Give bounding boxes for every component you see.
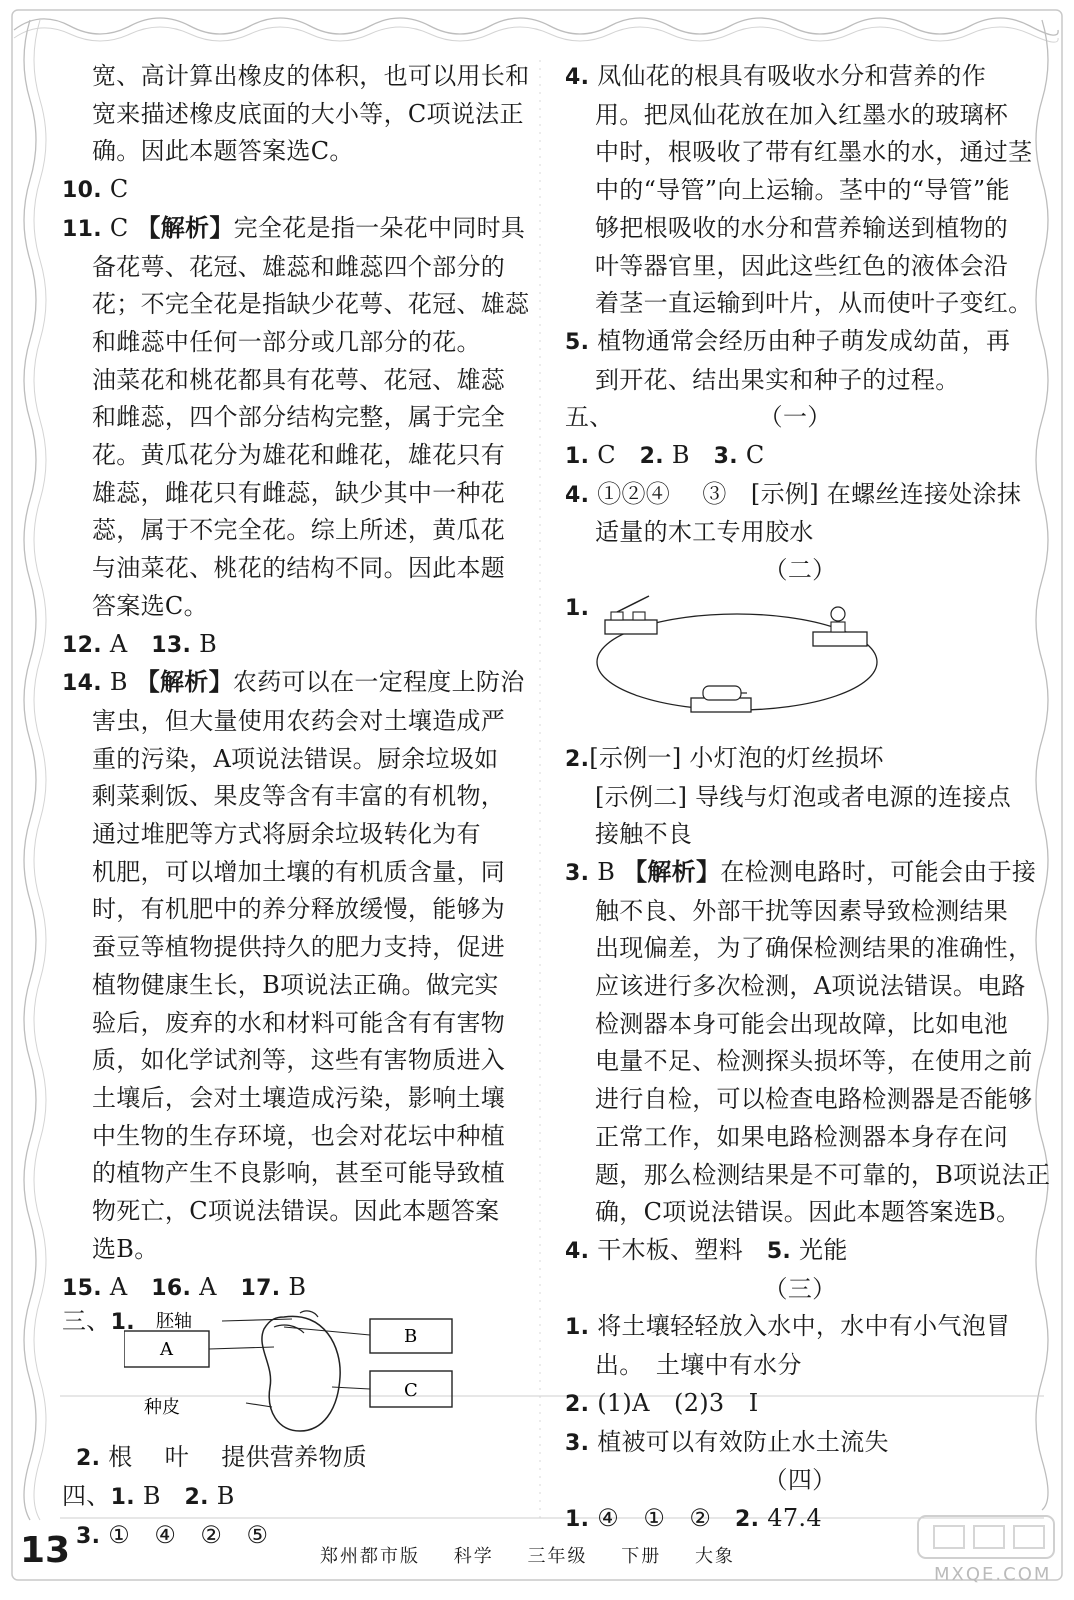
- watermark-text: MXQE.COM: [934, 1564, 1052, 1585]
- part1-q4: 4. ①②④ ③ [示例] 在螺丝连接处涂抹: [565, 479, 1022, 508]
- footer-grade: 三年级: [527, 1546, 588, 1567]
- part4-heading: （四）: [763, 1466, 837, 1495]
- part2-q4-q5: 4. 干木板、塑料 5. 光能: [565, 1235, 848, 1264]
- analysis-tag: 【解析】: [623, 857, 721, 886]
- part2-heading: （二）: [763, 556, 837, 585]
- part2-q3: 3. B 【解析】在检测电路时，可能会由于接: [565, 857, 1037, 886]
- answer-10: 10. C: [62, 175, 129, 204]
- seed-coat-label: 种皮: [144, 1397, 180, 1419]
- part1-q1-3: 1. C 2. B 3. C: [565, 441, 765, 470]
- part3-heading: （三）: [763, 1274, 837, 1303]
- part3-q1: 1. 将土壤轻轻放入水中，水中有小气泡冒: [565, 1312, 1011, 1341]
- analysis-tag: 【解析】: [135, 668, 233, 697]
- section-3-q1: [62, 1307, 520, 1437]
- analysis-tag: 【解析】: [136, 213, 234, 242]
- part3-q3: 3. 植被可以有效防止水土流失: [565, 1427, 889, 1456]
- section-5-heading: 五、 （一）: [565, 403, 832, 432]
- section-3-heading: 三、1.: [62, 1307, 135, 1336]
- answer-11: 11. C 【解析】完全花是指一朵花中同时具: [62, 213, 526, 242]
- bulb-icon: [813, 607, 867, 646]
- axis-label: 胚轴: [156, 1311, 192, 1333]
- answer-r5: 5. 植物通常会经历由种子萌发成幼苗，再: [565, 326, 1011, 355]
- continued-line: 宽来描述橡皮底面的大小等，C项说法正: [92, 99, 524, 128]
- part2-q2: 2.[示例一] 小灯泡的灯丝损坏: [565, 743, 884, 772]
- page-footer: [320, 1542, 761, 1568]
- answer-r4: 4. 凤仙花的根具有吸收水分和营养的作: [565, 62, 987, 90]
- continued-line: 确。因此本题答案选C。: [92, 137, 354, 166]
- answer-11-body: 备花萼、花冠、雄蕊和雌蕊四个部分的 花；不完全花是指缺少花萼、花冠、雄蕊 和雌蕊中任何一部分或几部分的花。 油菜花和桃花都具有花萼、花冠、雄蕊 和雌蕊，四个部分结构完整，属于完全 花。黄瓜花分为雄花和雌花，雄花只有 雄蕊，雌花只有雌蕊，缺少其中一种花 蕊，属于不完全花。综上所述，黄瓜花 与油菜花、桃花的结构不同。因此本题 答案选C。: [92, 252, 530, 620]
- switch-icon: [605, 596, 657, 634]
- box-b-label: B: [404, 1326, 418, 1348]
- answer-12-13: 12. A 13. B: [62, 629, 217, 658]
- part2-q3-body: 触不良、外部干扰等因素导致检测结果 出现偏差，为了确保检测结果的准确性， 应该进行多次检测，A项说法错误。电路 检测器本身可能会出现故障，比如电池 电量不足、检测探头损坏等，在使用之前 进行自检，可以检查电路检测器是否能够 正常工作，如果电路检测器本身存在问 题，那么检测结果是不可靠的，B项说法正 确，C项说法错误。因此本题答案选B。: [595, 896, 1051, 1227]
- part4-q1-q2: 1. ④ ① ② 2. 47.4: [565, 1503, 822, 1532]
- page-number: 13: [20, 1530, 71, 1571]
- footer-subject: 科学: [453, 1546, 494, 1567]
- part3-q2: 2. (1)A (2)3 I: [565, 1388, 759, 1417]
- box-c-label: C: [404, 1380, 418, 1402]
- section-3-q2: 2. 根 叶 提供营养物质: [76, 1443, 368, 1472]
- answer-14-body: 害虫，但大量使用农药会对土壤造成严 重的污染，A项说法错误。厨余垃圾如 剩菜剩饭、果皮等含有丰富的有机物， 通过堆肥等方式将厨余垃圾转化为有 机肥，可以增加土壤的有机质含量，同 时，有机肥中的养分释放缓慢，能够为 蚕豆等植物提供持久的肥力支持，促进 植物健康生长，B项说法正确。做完实 验后，废弃的水和材料可能含有有害物 质，如化学试剂等，这些有害物质进入 土壤后，会对土壤造成污染，影响土壤 中生物的生存环境，也会对花坛中种植 的植物产生不良影响，甚至可能导致植 物死亡，C项说法错误。因此本题答案 选B。: [92, 706, 506, 1263]
- box-a-label: A: [160, 1339, 173, 1361]
- footer-brand: 大象: [694, 1546, 735, 1567]
- part2-q1: 1.: [565, 590, 1035, 740]
- footer-volume: 下册: [621, 1546, 662, 1567]
- answer-15-17: 15. A 16. A 17. B: [62, 1272, 307, 1301]
- section-4-q3: 3. ① ④ ② ⑤: [76, 1520, 269, 1549]
- battery-icon: [691, 686, 751, 712]
- watermark-logo: [912, 1510, 1062, 1590]
- answer-14: 14. B 【解析】农药可以在一定程度上防治: [62, 668, 525, 697]
- footer-edition: 郑州都市版: [320, 1546, 420, 1567]
- seed-diagram: [124, 1307, 454, 1437]
- left-column: [62, 58, 530, 1555]
- circuit-diagram: [587, 590, 887, 740]
- continued-line: 宽、高计算出橡皮的体积，也可以用长和: [92, 62, 530, 90]
- section-4-q1-q2: 四、1. B 2. B: [62, 1481, 235, 1510]
- right-column: 4. 凤仙花的根具有吸收水分和营养的作 用。把凤仙花放在加入红墨水的玻璃杯 中时，根吸收了带有红墨水的水，通过茎 中的“导管”向上运输。茎中的“导管”能 够把根吸收的水分和营养输送到植物的 叶等器官里，因此这些红色的液体会沿 着茎一直运输到叶片，从而使叶子变红。 5. 植物通常会经历由种子萌发成幼苗，再 到开花、结出果实和种子的过程。 五、 （一） 1. C 2. B 3. C 4. ①②④ ③ [示例] 在螺丝连接处涂抹 适量的木工专用胶水 （二） 1. 2.[示例一] 小灯泡的灯丝损坏 [示例二] 导线与灯泡或者电源的连接点 接触不良 3. B 【解析】在检测电路时，可能会由于接 触不良、外部干扰等因素导致检测结果 出现偏差，为了确保检测结果的准确性， 应该进行多次检测，A项说法错误。电路 检测器本身可能会出现故障，比如电池 电量不足、检测探头损坏等，在使用之前 进行自检，可以检查电路检测器是否能够 正常工作，如果电路检测器本身存在问 题，那么检测结果是不可靠的，B项说法正 确，C项说法错误。因此本题答案选B。 4. 干木板、塑料 5. 光能 （三） 1. 将土壤轻轻放入水中，水中有小气泡冒 出。 土壤中有水分 2. (1)A (2)3 I 3. 植被可以有效防止水土流失 （四） 1. ④ ① ② 2. 47.4: [565, 58, 1035, 1539]
